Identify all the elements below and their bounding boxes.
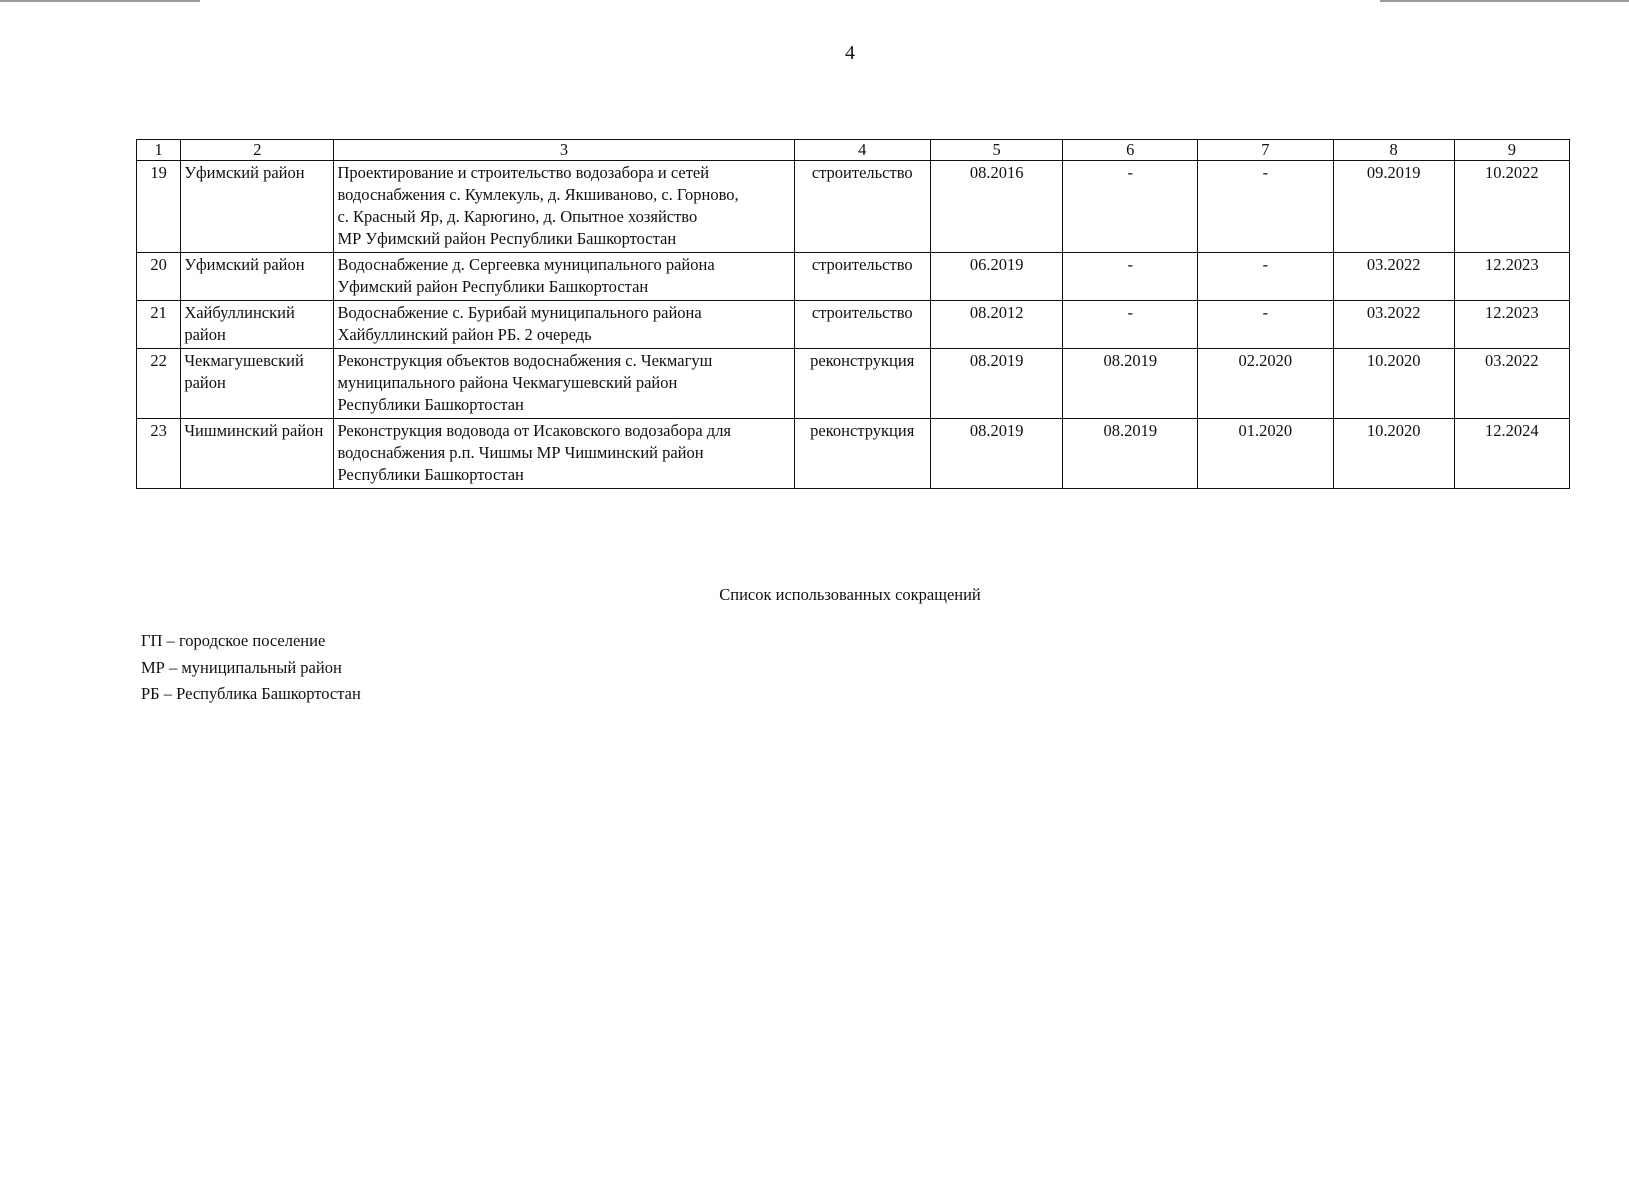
abbreviations-title: Список использованных сокращений: [719, 585, 981, 604]
work-type-cell: строительство: [794, 253, 930, 301]
date-cell-5: 06.2019: [930, 253, 1063, 301]
description-cell: Водоснабжение д. Сергеевка муниципального района Уфимский район Республики Башкортостан: [334, 253, 794, 301]
date-cell-9: 10.2022: [1454, 161, 1569, 253]
table-row: [137, 161, 1570, 253]
header-cell: 1: [137, 140, 181, 161]
work-type-cell: строительство: [794, 161, 930, 253]
work-type-cell: реконструкция: [794, 349, 930, 419]
table-row: [137, 349, 1570, 419]
table-row: [137, 253, 1570, 301]
date-cell-7: -: [1198, 253, 1334, 301]
date-cell-6: -: [1063, 253, 1198, 301]
row-number: 20: [137, 253, 181, 301]
header-cell: 3: [334, 140, 794, 161]
date-cell-9: 12.2023: [1454, 253, 1569, 301]
date-cell-6: -: [1063, 161, 1198, 253]
header-cell: 9: [1454, 140, 1569, 161]
region-cell: Чишминский район: [181, 419, 334, 489]
table-row: [137, 419, 1570, 489]
scan-edge-line: [0, 0, 1629, 2]
work-type-cell: строительство: [794, 301, 930, 349]
date-cell-5: 08.2012: [930, 301, 1063, 349]
page-number: 4: [845, 42, 855, 64]
date-cell-8: 03.2022: [1333, 301, 1454, 349]
table-header-row: [137, 140, 1570, 161]
header-cell: 4: [794, 140, 930, 161]
date-cell-8: 09.2019: [1333, 161, 1454, 253]
row-number: 22: [137, 349, 181, 419]
abbreviations-list: [141, 628, 361, 708]
date-cell-7: -: [1198, 301, 1334, 349]
table-row: [137, 301, 1570, 349]
date-cell-7: 01.2020: [1198, 419, 1334, 489]
region-cell: Хайбуллинский район: [181, 301, 334, 349]
date-cell-5: 08.2019: [930, 349, 1063, 419]
header-cell: 2: [181, 140, 334, 161]
abbreviation-item: РБ – Республика Башкортостан: [141, 684, 361, 703]
date-cell-6: -: [1063, 301, 1198, 349]
header-cell: 8: [1333, 140, 1454, 161]
header-cell: 6: [1063, 140, 1198, 161]
region-cell: Уфимский район: [181, 161, 334, 253]
date-cell-9: 12.2023: [1454, 301, 1569, 349]
row-number: 19: [137, 161, 181, 253]
header-cell: 7: [1198, 140, 1334, 161]
date-cell-5: 08.2019: [930, 419, 1063, 489]
projects-table: [136, 139, 1570, 489]
date-cell-5: 08.2016: [930, 161, 1063, 253]
abbreviation-item: МР – муниципальный район: [141, 657, 342, 677]
region-cell: Уфимский район: [181, 253, 334, 301]
date-cell-7: 02.2020: [1198, 349, 1334, 419]
abbreviation-item: ГП – городское поселение: [141, 631, 326, 650]
description-cell: Реконструкция водовода от Исаковского водозабора для водоснабжения р.п. Чишмы МР Чишминский район Республики Башкортостан: [334, 419, 794, 489]
header-cell: 5: [930, 140, 1063, 161]
date-cell-6: 08.2019: [1063, 419, 1198, 489]
work-type-cell: реконструкция: [794, 419, 930, 489]
date-cell-9: 03.2022: [1454, 349, 1569, 419]
region-cell: Чекмагушевский район: [181, 349, 334, 419]
date-cell-9: 12.2024: [1454, 419, 1569, 489]
date-cell-8: 10.2020: [1333, 349, 1454, 419]
date-cell-7: -: [1198, 161, 1334, 253]
description-cell: Проектирование и строительство водозабора и сетей водоснабжения с. Кумлекуль, д. Якшиваново, с. Горново, с. Красный Яр, д. Карюгино, д. Опытное хозяйство МР Уфимский район Республики Башкортостан: [334, 161, 794, 253]
date-cell-8: 03.2022: [1333, 253, 1454, 301]
description-cell: Реконструкция объектов водоснабжения с. Чекмагуш муниципального района Чекмагушевский район Республики Башкортостан: [334, 349, 794, 419]
row-number: 21: [137, 301, 181, 349]
row-number: 23: [137, 419, 181, 489]
date-cell-8: 10.2020: [1333, 419, 1454, 489]
date-cell-6: 08.2019: [1063, 349, 1198, 419]
description-cell: Водоснабжение с. Бурибай муниципального района Хайбуллинский район РБ. 2 очередь: [334, 301, 794, 349]
